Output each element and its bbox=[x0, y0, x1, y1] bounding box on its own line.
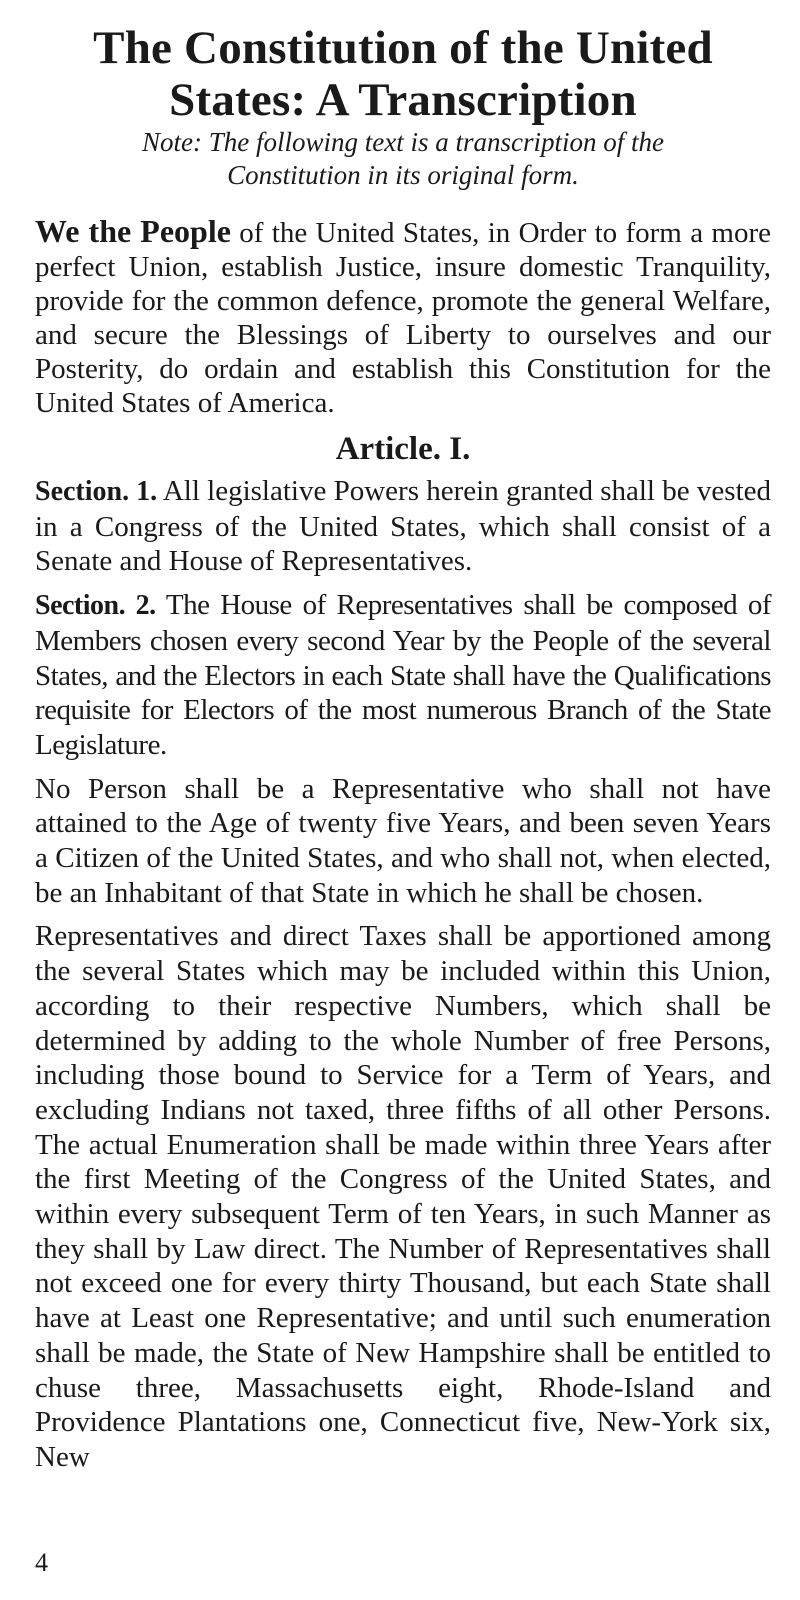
document-page bbox=[35, 22, 771, 1484]
preamble-paragraph bbox=[35, 214, 771, 420]
section-2-paragraph bbox=[35, 588, 771, 763]
article-heading: Article. I. bbox=[335, 431, 471, 467]
section-1-text: All legislative Powers herein granted shall be vested in a Congress of the United States, which shall consist of a Senate and House of Representatives. bbox=[35, 475, 771, 578]
document-title: The Constitution of the United States: A Transcription bbox=[93, 22, 713, 126]
page-number: 4 bbox=[35, 1548, 48, 1577]
section-1-paragraph bbox=[35, 474, 771, 579]
apportionment-paragraph: Representatives and direct Taxes shall be apportioned among the several States which may be included within this Union, according to their respective Numbers, which shall be determined by adding to the whole Number of free Persons, including those bound to Service for a Term of Years, and excluding Indians not taxed, three fifths of all other Persons. The actual Enumeration shall be made within three Years after the first Meeting of the Congress of the United States, and within every subsequent Term of ten Years, in such Manner as they shall by Law direct. The Number of Representatives shall not exceed one for every thirty Thousand, but each State shall have at Least one Representative; and until such enumeration shall be made, the State of New Hampshire shall be entitled to chuse three, Massachusetts eight, Rhode-Island and Providence Plantations one, Connecticut five, New-York six, New bbox=[35, 920, 771, 1473]
section-2-text: The House of Representatives shall be composed of Members chosen every second Year by the People of the several States, and the Electors in each State shall have the Qualifications requisite for Electors of the most numerous Branch of the State Legislature. bbox=[35, 589, 772, 761]
transcription-note: Note: The following text is a transcription of the Constitution in its original form. bbox=[142, 127, 664, 190]
preamble-text: of the United States, in Order to form a more perfect Union, establish Justice, insure domestic Tranquility, provide for the common defence, promote the general Welfare, and secure the Blessings of Liberty to ourselves and our Posterity, do ordain and establish this Constitution for the United States of America. bbox=[35, 217, 772, 419]
representative-age-paragraph: No Person shall be a Representative who shall not have attained to the Age of twenty five Years, and been seven Years a Citizen of the United States, and who shall not, when elected, be an Inhabitant of that State in which he shall be chosen. bbox=[35, 772, 771, 909]
section-1-label: Section. 1. bbox=[35, 476, 158, 507]
preamble-lead: We the People bbox=[35, 213, 231, 249]
section-2-label: Section. 2. bbox=[35, 590, 156, 622]
